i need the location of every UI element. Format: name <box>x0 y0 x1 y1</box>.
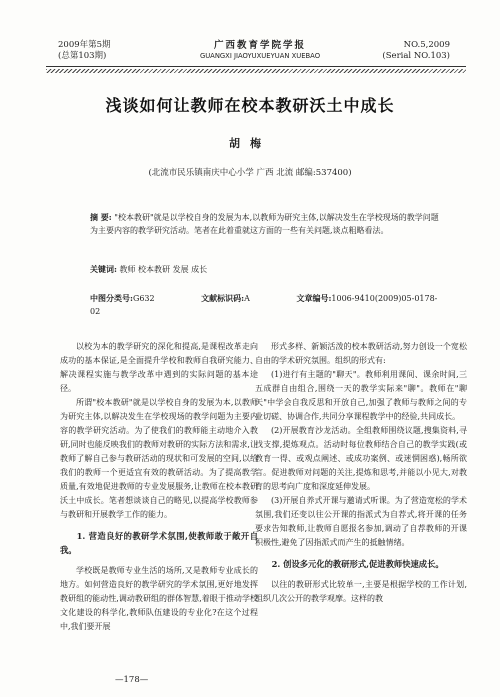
paragraph: (1)进行有主题的"聊天"。教师利用课间、课余时间,三五成群自由组合,围绕一天的教学实际来"聊"。教师在"聊天"中学会自我反思和开放自己,加强了教师与教师之间的专业切磋、协调合作,共同分享课程教学中的经验,共同成长。 <box>255 370 467 421</box>
body-column-right <box>255 340 467 606</box>
body-column-left <box>60 340 258 634</box>
issue-number-en: NO.5,2009 <box>403 40 450 50</box>
article-title: 浅谈如何让教师在校本教研沃土中成长 <box>105 96 395 115</box>
clc: 中图分类号:G632 <box>90 293 155 303</box>
section-heading: 1. 营造良好的教研学术氛围,使教师敢于敞开自我。 <box>60 531 258 555</box>
abstract <box>90 211 440 237</box>
classification-line <box>90 292 450 318</box>
issue-info <box>58 40 111 62</box>
keywords <box>90 263 440 276</box>
issue-serial: (总第103期) <box>58 51 107 61</box>
header-rule <box>46 66 466 67</box>
article-number: 文章编号:1006-9410(2009)05-0178-02 <box>90 293 438 316</box>
section-heading: 2. 创设多元化的教研形式,促进教师快速成长。 <box>271 559 444 569</box>
paragraph: 以往的教研形式比较单一,主要是根据学校的工作计划,组织几次公开的教学观摩。这样的教 <box>255 580 467 603</box>
abstract-label: 摘 要: <box>90 212 112 222</box>
paragraph: 以校为本的教学研究的深化和提高,是课程改革走向成功的基本保证,是全面提升学校和教师自我研究能力、解决课程实施与教学改革中遇到的实际问题的基本途径。 <box>60 342 258 393</box>
journal-name-en: GUANGXI JIAOYUXUEYUAN XUEBAO <box>199 52 321 60</box>
journal-name <box>170 40 350 62</box>
journal-name-cn: 广西教育学院学报 <box>213 40 306 51</box>
issue-year: 2009年第5期 <box>58 40 111 50</box>
paragraph: (2)开展教育沙龙活动。全组教师围绕议题,搜集资料,寻找支撑,提炼观点。活动时每位教师结合自己的教学实践(或教育一得、或观点阐述、或成功案例、或迷惘困惑),畅所欲言。促进教师对问题的关注,提炼和思考,并能以小见大,对教育的思考向广度和深度延伸发展。 <box>255 426 467 491</box>
issue-info-en <box>382 40 450 62</box>
paragraph: 所谓"校本教研"就是以学校自身的发展为本,以教师为研究主体,以解决发生在学校现场的教学问题为主要内容的教学研究活动。为了使我们的教师能主动地介入教研,同时也能反映我们的教师对教研的实际方法和需求,让教师了解自己参与教研活动的现状和可发展的空间,以给我们的教师一个更适宜有效的教研活动。为了提高教学质量,有效地促进教师的专业发展服务,让教师在校本教研沃土中成长。笔者想谈谈自己的略见,以提高学校教师参与教研和开展教学工作的能力。 <box>60 398 258 519</box>
paragraph: 学校既是教师专业生活的场所,又是教师专业成长的地方。如何营造良好的教学研究的学术氛围,更好地发挥教研组的能动性,调动教研组的群体智慧,着眼于推动学校文化建设的科学化,教师队伍建设的专业化?在这个过程中,我们要开展 <box>60 566 258 631</box>
paragraph: (3)开展自养式开课与邀请式听课。为了营造宽松的学术氛围,我们还变以往公开课的指派式为自荐式,将开课的任务要求告知教师,让教师自愿报名参加,调动了自荐教师的开课积极性,避免了因指派式而产生的抵触情绪。 <box>255 496 467 547</box>
abstract-text: "校本教研"就是以学校自身的发展为本,以教师为研究主体,以解决发生在学校现场的教学问题为主要内容的教学研究活动。笔者在此着重就这方面的一些有关问题,谈点粗略看法。 <box>90 213 439 235</box>
doc-code: 文献标识码:A <box>201 293 250 303</box>
author-affiliation: (北流市民乐镇南庆中心小学 广西 北流 邮编:537400) <box>148 168 352 178</box>
paragraph: 形式多样、新颖活泼的校本教研活动,努力创设一个宽松自由的学术研究氛围。组织的形式有: <box>255 342 467 365</box>
header-wavy-rule <box>46 69 466 73</box>
keywords-label: 关键词: <box>90 264 117 274</box>
author-name: 胡梅 <box>229 137 271 150</box>
serial-number-en: (Serial NO.103) <box>382 51 450 61</box>
keywords-text: 教师 校本教研 发展 成长 <box>119 265 208 274</box>
page-number: —178— <box>115 675 149 685</box>
